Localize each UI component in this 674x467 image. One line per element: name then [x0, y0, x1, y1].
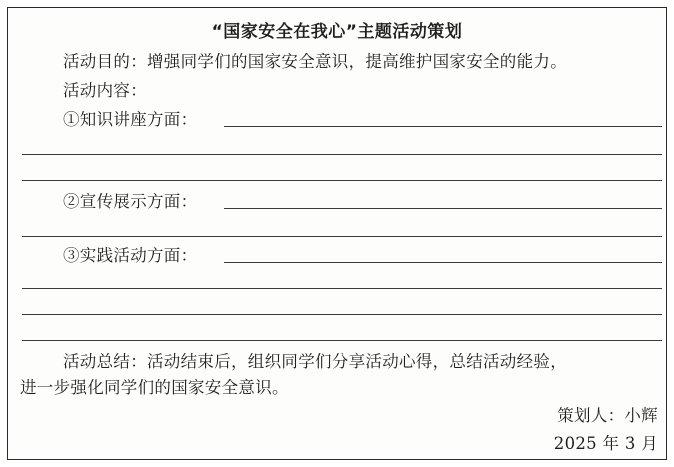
planner-name: 策划人：小辉 — [557, 406, 658, 425]
answer-line[interactable] — [22, 288, 662, 289]
answer-line[interactable] — [22, 340, 662, 341]
summary-text-line2: 进一步强化同学们的国家安全意识。 — [20, 378, 289, 397]
answer-line[interactable] — [224, 208, 662, 209]
summary-text-line1: 活动总结：活动结束后，组织同学们分享活动心得，总结活动经验， — [63, 352, 567, 371]
activity-plan-sheet — [7, 7, 667, 460]
answer-line[interactable] — [22, 314, 662, 315]
plan-date: 2025 年 3 月 — [553, 434, 658, 453]
document-title: “国家安全在我心”主题活动策划 — [211, 22, 463, 42]
answer-line[interactable] — [224, 262, 662, 263]
answer-line[interactable] — [22, 236, 662, 237]
answer-line[interactable] — [22, 154, 662, 155]
answer-line[interactable] — [22, 180, 662, 181]
item-label-publicity: ②宣传展示方面： — [63, 192, 198, 211]
content-heading: 活动内容： — [63, 81, 147, 100]
item-label-practice: ③实践活动方面： — [63, 246, 198, 265]
item-label-lecture: ①知识讲座方面： — [63, 110, 198, 129]
answer-line[interactable] — [224, 126, 662, 127]
purpose-text: 活动目的：增强同学们的国家安全意识，提高维护国家安全的能力。 — [63, 52, 567, 71]
